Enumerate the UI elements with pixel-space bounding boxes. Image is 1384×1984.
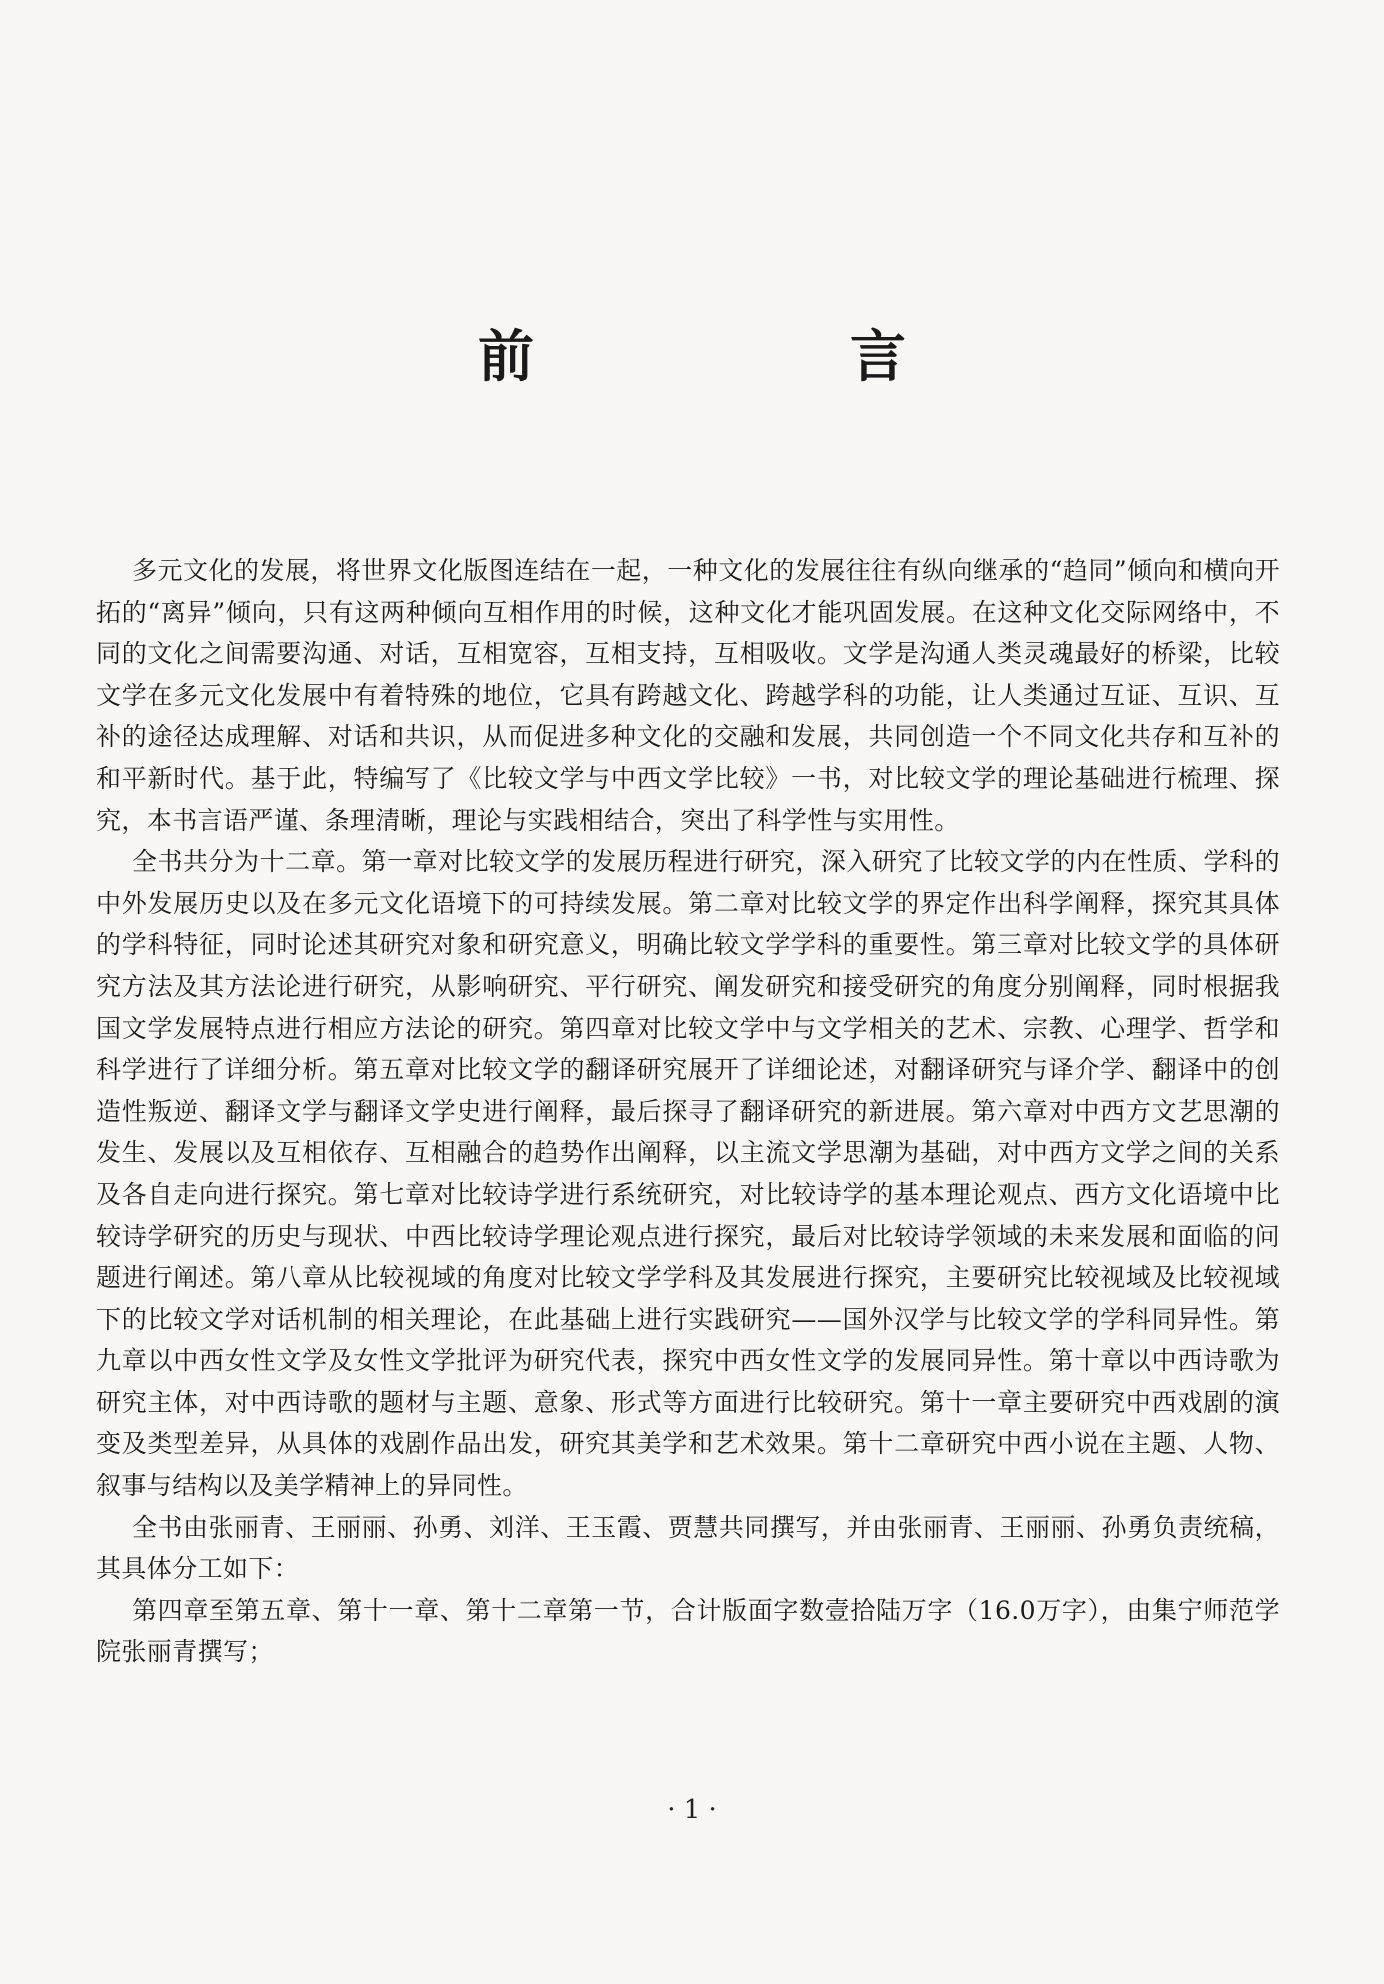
body-text	[96, 550, 1280, 1673]
paragraph-authors: 全书由张丽青、王丽丽、孙勇、刘洋、王玉霞、贾慧共同撰写，并由张丽青、王丽丽、孙勇负责统稿，其具体分工如下：	[96, 1512, 1280, 1584]
paragraph-division: 第四章至第五章、第十一章、第十二章第一节，合计版面字数壹拾陆万字（16.0万字），由集宁师范学院张丽青撰写；	[96, 1595, 1280, 1667]
paragraph-intro: 多元文化的发展，将世界文化版图连结在一起，一种文化的发展往往有纵向继承的“趋同”倾向和横向开拓的“离异”倾向，只有这两种倾向互相作用的时候，这种文化才能巩固发展。在这种文化交际网络中，不同的文化之间需要沟通、对话，互相宽容，互相支持，互相吸收。文学是沟通人类灵魂最好的桥梁，比较文学在多元文化发展中有着特殊的地位，它具有跨越文化、跨越学科的功能，让人类通过互证、互识、互补的途径达成理解、对话和共识，从而促进多种文化的交融和发展，共同创造一个不同文化共存和互补的和平新时代。基于此，特编写了《比较文学与中西文学比较》一书，对比较文学的理论基础进行梳理、探究，本书言语严谨、条理清晰，理论与实践相结合，突出了科学性与实用性。	[96, 556, 1280, 835]
paragraph-chapters: 全书共分为十二章。第一章对比较文学的发展历程进行研究，深入研究了比较文学的内在性质、学科的中外发展历史以及在多元文化语境下的可持续发展。第二章对比较文学的界定作出科学阐释，探究其具体的学科特征，同时论述其研究对象和研究意义，明确比较文学学科的重要性。第三章对比较文学的具体研究方法及其方法论进行研究，从影响研究、平行研究、阐发研究和接受研究的角度分别阐释，同时根据我国文学发展特点进行相应方法论的研究。第四章对比较文学中与文学相关的艺术、宗教、心理学、哲学和科学进行了详细分析。第五章对比较文学的翻译研究展开了详细论述，对翻译研究与译介学、翻译中的创造性叛逆、翻译文学与翻译文学史进行阐释，最后探寻了翻译研究的新进展。第六章对中西方文艺思潮的发生、发展以及互相依存、互相融合的趋势作出阐释，以主流文学思潮为基础，对中西方文学之间的关系及各自走向进行探究。第七章对比较诗学进行系统研究，对比较诗学的基本理论观点、西方文化语境中比较诗学研究的历史与现状、中西比较诗学理论观点进行探究，最后对比较诗学领域的未来发展和面临的问题进行阐述。第八章从比较视域的角度对比较文学学科及其发展进行探究，主要研究比较视域及比较视域下的比较文学对话机制的相关理论，在此基础上进行实践研究——国外汉学与比较文学的学科同异性。第九章以中西女性文学及女性文学批评为研究代表，探究中西女性文学的发展同异性。第十章以中西诗歌为研究主体，对中西诗歌的题材与主题、意象、形式等方面进行比较研究。第十一章主要研究中西戏剧的演变及类型差异，从具体的戏剧作品出发，研究其美学和艺术效果。第十二章研究中西小说在主题、人物、叙事与结构以及美学精神上的异同性。	[96, 847, 1280, 1501]
page-number: · 1 ·	[667, 1795, 717, 1825]
page-title: 前 言	[478, 325, 1036, 390]
